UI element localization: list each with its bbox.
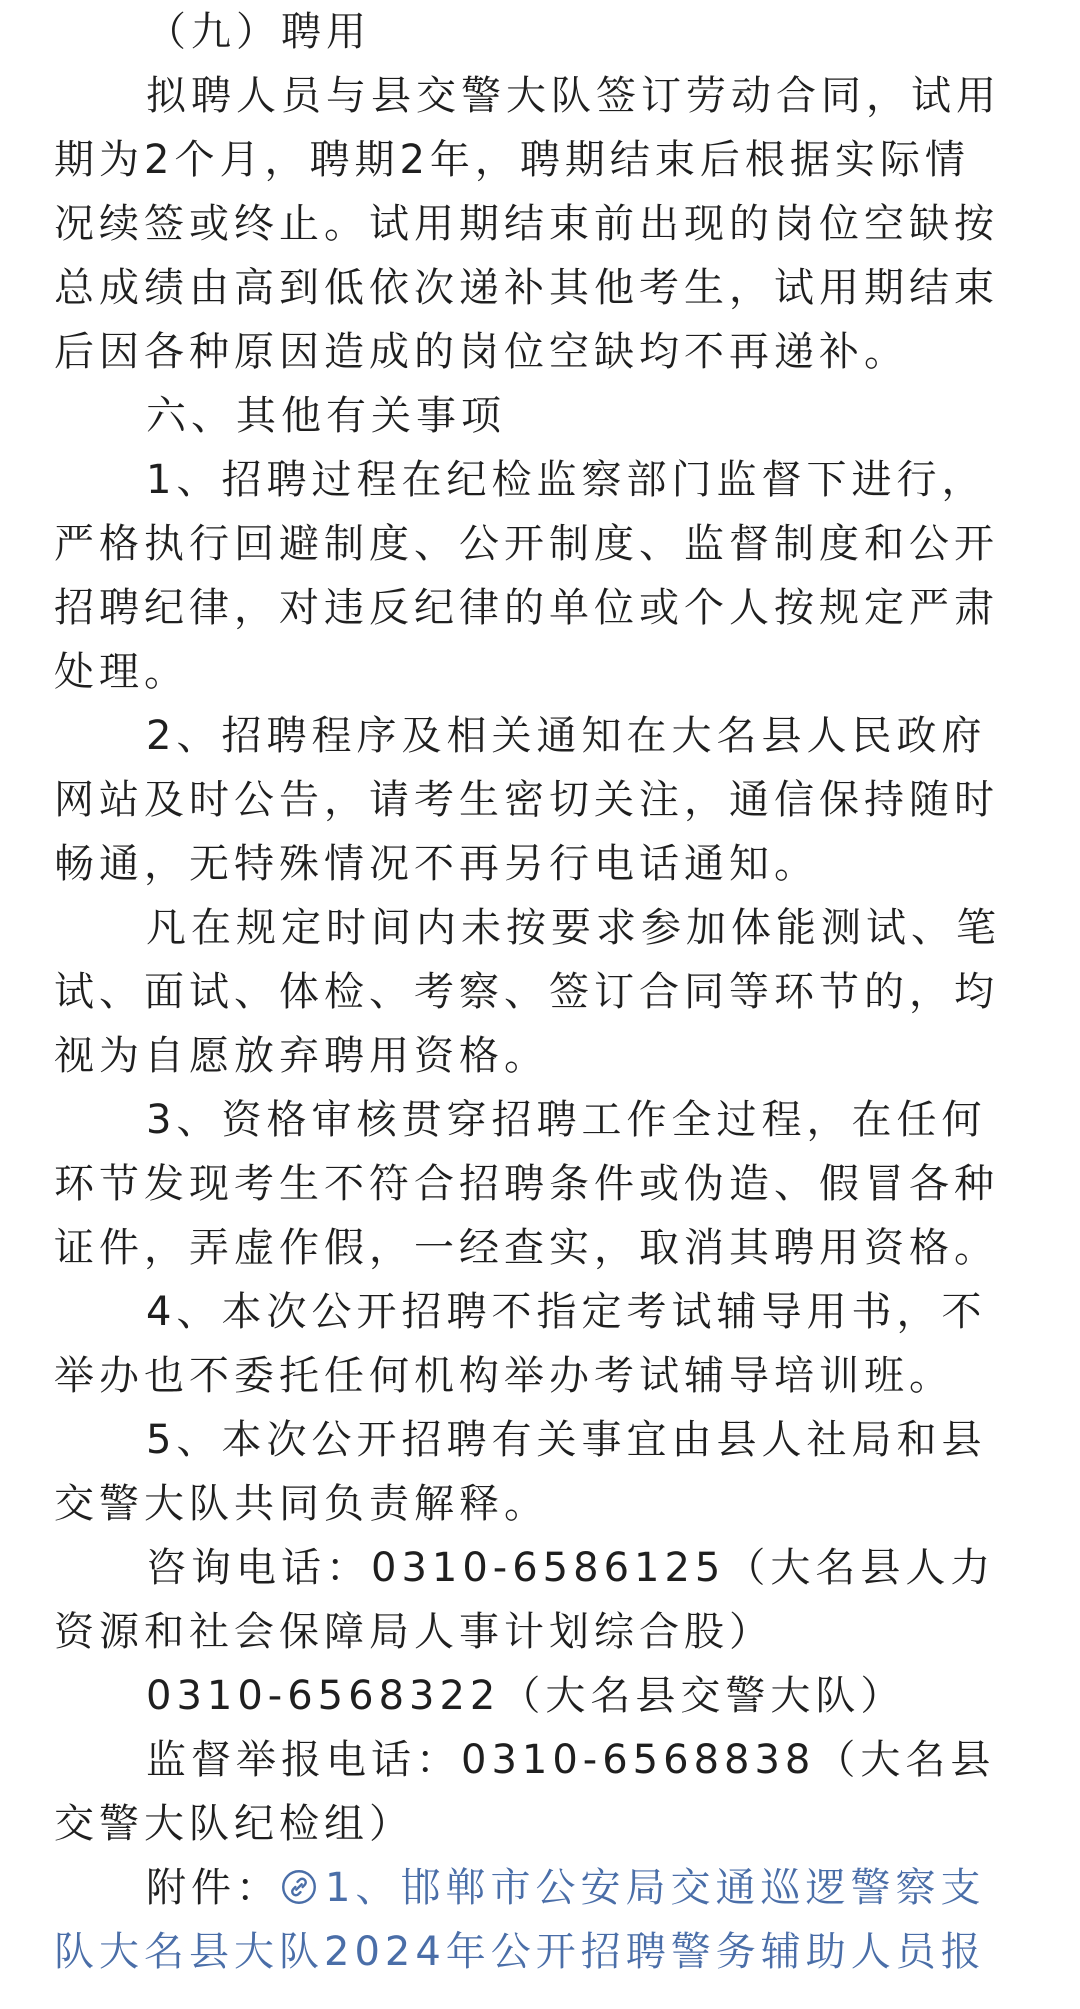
paragraph-line: 5、本次公开招聘有关事宜由县人社局和县 bbox=[146, 1417, 987, 1463]
paragraph-line: 总成绩由高到低依次递补其他考生，试用期结束 bbox=[54, 265, 999, 311]
attachment-link[interactable] bbox=[281, 1865, 985, 1911]
paragraph-line: 拟聘人员与县交警大队签订劳动合同，试用 bbox=[146, 73, 1001, 119]
attachment-label: 附件： bbox=[146, 1865, 281, 1911]
paragraph-line: 证件，弄虚作假，一经查实，取消其聘用资格。 bbox=[54, 1225, 999, 1271]
report-phone-line: 交警大队纪检组） bbox=[54, 1801, 414, 1847]
attachment-link-text: 1、邯郸市公安局交通巡逻警察支 bbox=[325, 1865, 986, 1911]
report-phone-line: 监督举报电话：0310-6568838（大名县 bbox=[146, 1737, 996, 1783]
attachment-line bbox=[146, 1856, 985, 1920]
paragraph-line: 试、面试、体检、考察、签订合同等环节的，均 bbox=[54, 969, 999, 1015]
paragraph-line: 网站及时公告，请考生密切关注，通信保持随时 bbox=[54, 777, 999, 823]
paragraph-line: 期为2个月，聘期2年，聘期结束后根据实际情 bbox=[54, 137, 970, 183]
section-heading: （九）聘用 bbox=[146, 9, 371, 55]
paragraph-line: 凡在规定时间内未按要求参加体能测试、笔 bbox=[146, 905, 1001, 951]
contact-phone-line: 0310-6568322（大名县交警大队） bbox=[146, 1673, 906, 1719]
paragraph-line: 严格执行回避制度、公开制度、监督制度和公开 bbox=[54, 521, 999, 567]
paragraph-line: 况续签或终止。试用期结束前出现的岗位空缺按 bbox=[54, 201, 999, 247]
paragraph-line: 招聘纪律，对违反纪律的单位或个人按规定严肃 bbox=[54, 585, 999, 631]
section-heading: 六、其他有关事项 bbox=[146, 393, 506, 439]
paragraph-line: 举办也不委托任何机构举办考试辅导培训班。 bbox=[54, 1353, 954, 1399]
paragraph-line: 交警大队共同负责解释。 bbox=[54, 1481, 549, 1527]
paragraph-line: 3、资格审核贯穿招聘工作全过程，在任何 bbox=[146, 1097, 987, 1143]
contact-phone-line: 咨询电话：0310-6586125（大名县人力 bbox=[146, 1545, 996, 1591]
paragraph-line: 1、招聘过程在纪检监察部门监督下进行， bbox=[146, 457, 987, 503]
paragraph-line: 2、招聘程序及相关通知在大名县人民政府 bbox=[146, 713, 987, 759]
link-icon bbox=[281, 1869, 317, 1905]
paragraph-line: 后因各种原因造成的岗位空缺均不再递补。 bbox=[54, 329, 909, 375]
attachment-link-continued[interactable]: 队大名县大队2024年公开招聘警务辅助人员报 bbox=[54, 1929, 986, 1975]
paragraph-line: 处理。 bbox=[54, 649, 189, 695]
paragraph-line: 视为自愿放弃聘用资格。 bbox=[54, 1033, 549, 1079]
paragraph-line: 环节发现考生不符合招聘条件或伪造、假冒各种 bbox=[54, 1161, 999, 1207]
paragraph-line: 畅通，无特殊情况不再另行电话通知。 bbox=[54, 841, 819, 887]
paragraph-line: 4、本次公开招聘不指定考试辅导用书，不 bbox=[146, 1289, 987, 1335]
contact-phone-line: 资源和社会保障局人事计划综合股） bbox=[54, 1609, 774, 1655]
